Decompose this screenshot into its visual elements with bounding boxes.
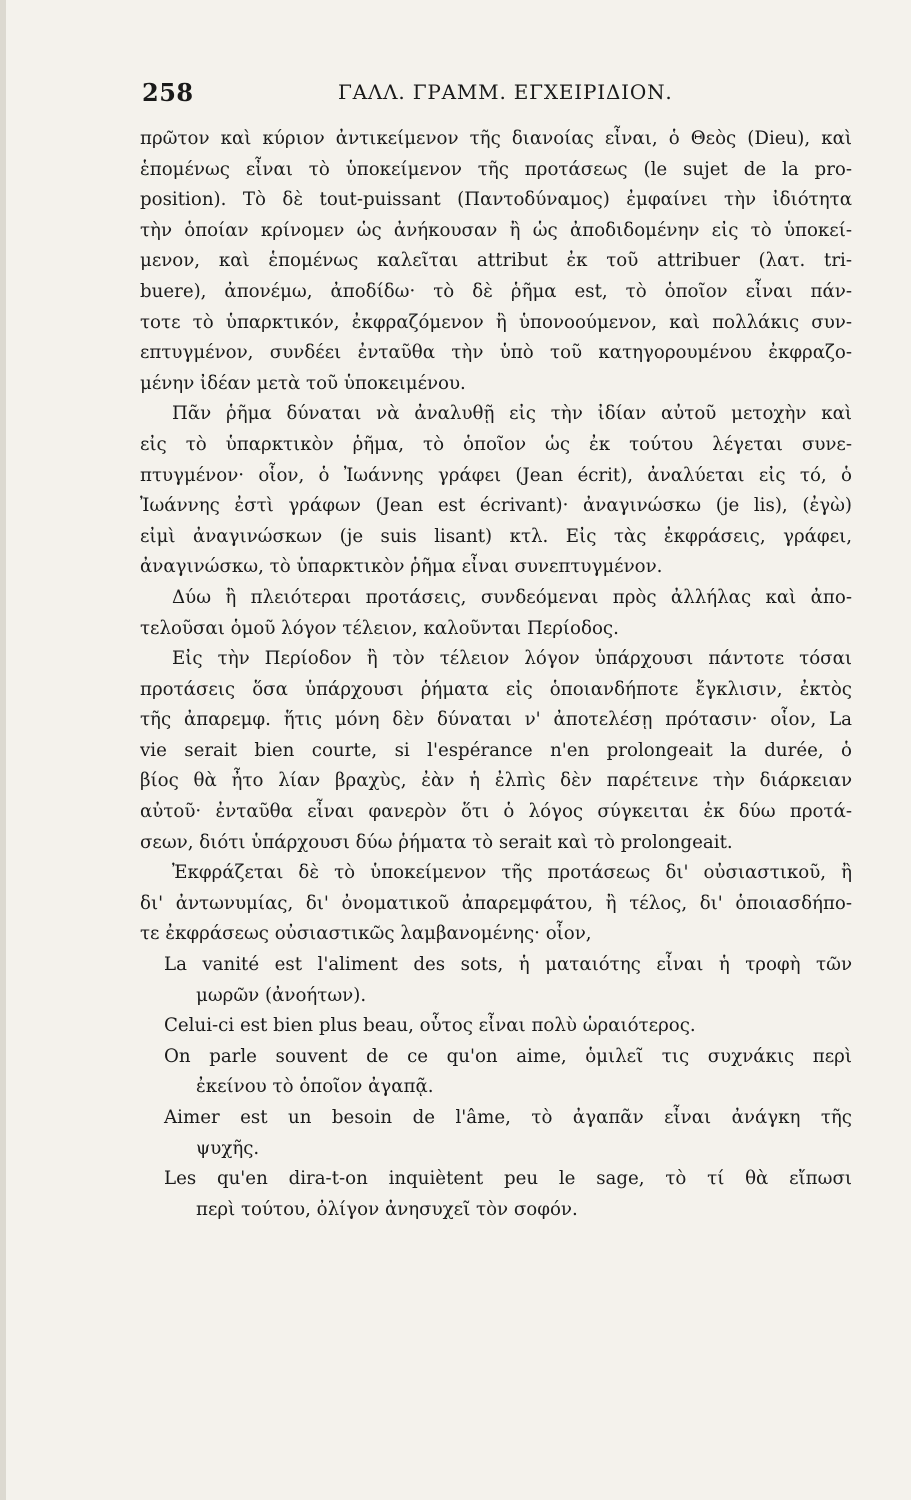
text-line: αὐτοῦ· ἐνταῦθα εἶναι φανερὸν ὅτι ὁ λόγος σύγκειται ἐκ δύω προτά-: [140, 801, 852, 823]
text-line: βίος θὰ ἦτο λίαν βραχὺς, ἐὰν ἡ ἐλπὶς δὲν παρέτεινε τὴν διάρκειαν: [140, 770, 852, 792]
example-line: La vanité est l'aliment des sots, ἡ ματαιότης εἶναι ἡ τροφὴ τῶν: [164, 954, 852, 976]
text-line: μενον, καὶ ἑπομένως καλεῖται attribut ἐκ τοῦ attribuer (λατ. tri-: [140, 250, 852, 272]
example-line: Les qu'en dira-t-on inquiètent peu le sage, τὸ τί θὰ εἴπωσι: [164, 1168, 852, 1190]
text-line: position). Τὸ δὲ tout-puissant (Παντοδύναμος) ἐμφαίνει τὴν ἰδιότητα: [140, 189, 852, 211]
text-line: Ἰωάννης ἐστὶ γράφων (Jean est écrivant)· ἀναγινώσκω (je lis), (ἐγὼ): [140, 495, 852, 517]
text-line: vie serait bien courte, si l'espérance n'en prolongeait la durée, ὁ: [140, 739, 852, 761]
example-continuation: ψυχῆς.: [196, 1137, 260, 1159]
text-line: εἰς τὸ ὑπαρκτικὸν ῥῆμα, τὸ ὁποῖον ὡς ἐκ τούτου λέγεται συνε-: [140, 433, 852, 455]
text-line: ἀναγινώσκω, τὸ ὑπαρκτικὸν ῥῆμα εἶναι συνεπτυγμένον.: [140, 556, 663, 578]
example-line: On parle souvent de ce qu'on aime, ὁμιλεῖ τις συχνάκις περὶ: [164, 1045, 852, 1067]
text-line: τῆς ἀπαρεμφ. ἥτις μόνη δὲν δύναται ν' ἀποτελέσῃ πρότασιν· οἷον, La: [140, 709, 852, 731]
text-line: προτάσεις ὅσα ὑπάρχουσι ῥήματα εἰς ὁποιανδήποτε ἔγκλισιν, ἐκτὸς: [140, 678, 852, 700]
paragraph-first-line: Ἐκφράζεται δὲ τὸ ὑποκείμενον τῆς προτάσεως δι' οὐσιαστικοῦ, ἢ: [172, 862, 852, 884]
binding-edge: [0, 0, 6, 1500]
example-line: Celui-ci est bien plus beau, οὗτος εἶναι πολὺ ὡραιότερος.: [164, 1015, 696, 1037]
text-line: εἰμὶ ἀναγινώσκων (je suis lisant) κτλ. Εἰς τὰς ἐκφράσεις, γράφει,: [140, 525, 852, 547]
text-line: δι' ἀντωνυμίας, δι' ὀνοματικοῦ ἀπαρεμφάτου, ἢ τέλος, δι' ὁποιασδήπο-: [140, 892, 852, 914]
text-line: τοτε τὸ ὑπαρκτικόν, ἐκφραζόμενον ἢ ὑπονοούμενον, καὶ πολλάκις συν-: [140, 311, 852, 333]
text-line: τὴν ὁποίαν κρίνομεν ὡς ἀνήκουσαν ἢ ὡς ἀποδιδομένην εἰς τὸ ὑποκεί-: [140, 219, 852, 241]
paragraph-first-line: Εἰς τὴν Περίοδον ἢ τὸν τέλειον λόγον ὑπάρχουσι πάντοτε τόσαι: [172, 648, 852, 670]
text-line: τε ἐκφράσεως οὐσιαστικῶς λαμβανομένης· οἷον,: [140, 923, 592, 945]
paragraph-first-line: Πᾶν ῥῆμα δύναται νὰ ἀναλυθῇ εἰς τὴν ἰδίαν αὐτοῦ μετοχὴν καὶ: [172, 403, 852, 425]
text-line: τελοῦσαι ὁμοῦ λόγον τέλειον, καλοῦνται Περίοδος.: [140, 617, 619, 639]
running-head: ΓΑΛΛ. ΓΡΑΜΜ. ΕΓΧΕΙΡΙΔΙΟΝ.: [338, 80, 673, 104]
example-continuation: ἐκείνου τὸ ὁποῖον ἀγαπᾷ.: [196, 1076, 434, 1098]
text-line: buere), ἀπονέμω, ἀποδίδω· τὸ δὲ ῥῆμα est, τὸ ὁποῖον εἶναι πάν-: [140, 280, 852, 302]
text-line: επτυγμένον, συνδέει ἐνταῦθα τὴν ὑπὸ τοῦ κατηγορουμένου ἐκφραζο-: [140, 342, 852, 364]
text-line: μένην ἰδέαν μετὰ τοῦ ὑποκειμένου.: [140, 372, 466, 394]
text-line: πτυγμένον· οἷον, ὁ Ἰωάννης γράφει (Jean écrit), ἀναλύεται εἰς τό, ὁ: [140, 464, 852, 486]
paragraph-first-line: Δύω ἢ πλειότεραι προτάσεις, συνδεόμεναι πρὸς ἀλλήλας καὶ ἀπο-: [172, 586, 852, 608]
text-line: πρῶτον καὶ κύριον ἀντικείμενον τῆς διανοίας εἶναι, ὁ Θεὸς (Dieu), καὶ: [140, 128, 852, 149]
text-line: ἑπομένως εἶναι τὸ ὑποκείμενον τῆς προτάσεως (le sujet de la pro-: [140, 158, 852, 180]
body-text: [140, 124, 852, 1225]
example-continuation: μωρῶν (ἀνοήτων).: [196, 984, 367, 1006]
page-number: 258: [142, 78, 194, 107]
page-header: [142, 74, 862, 114]
example-continuation: περὶ τούτου, ὀλίγον ἀνησυχεῖ τὸν σοφόν.: [196, 1198, 578, 1220]
example-line: Aimer est un besoin de l'âme, τὸ ἀγαπᾶν εἶναι ἀνάγκη τῆς: [164, 1107, 852, 1128]
text-line: σεων, διότι ὑπάρχουσι δύω ῥήματα τὸ serait καὶ τὸ prolongeait.: [140, 831, 733, 853]
